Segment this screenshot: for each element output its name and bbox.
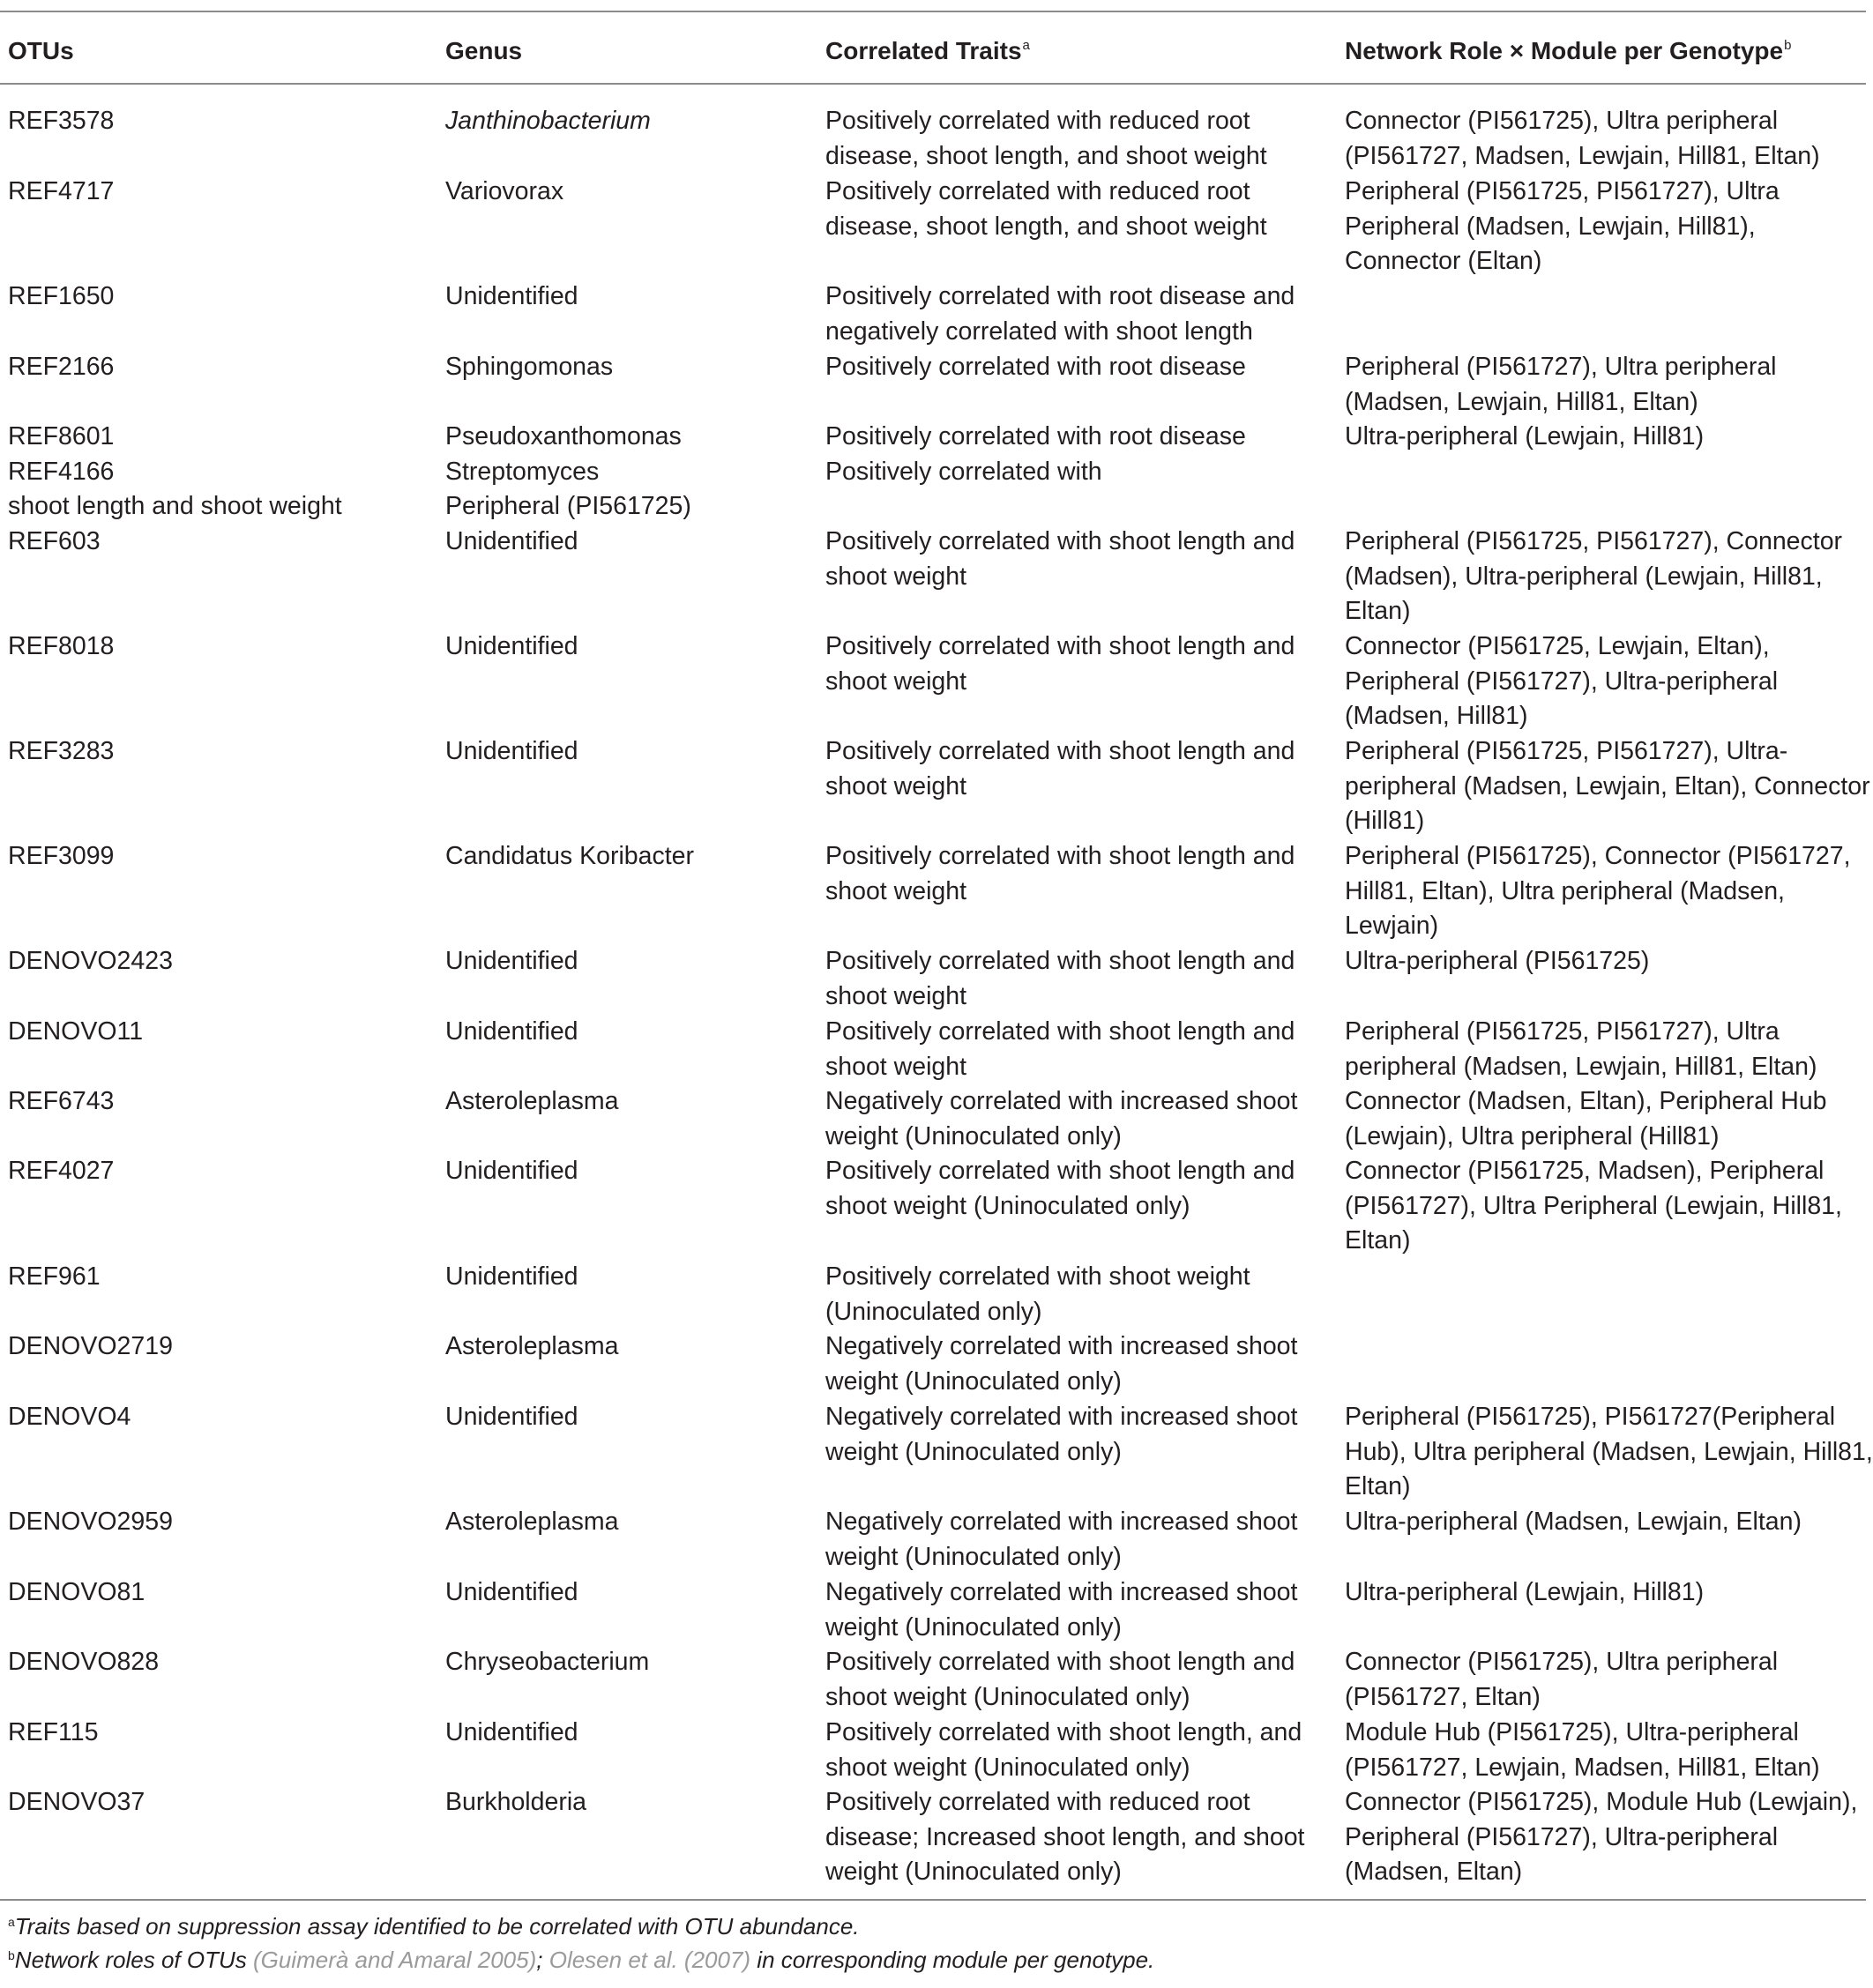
network-role-line: Peripheral (PI561727), Ultra peripheral <box>1345 353 1777 381</box>
otu-cell: REF3578 <box>8 107 115 135</box>
network-role-line: (PI561727), Ultra Peripheral (Lewjain, Hill81, <box>1345 1191 1842 1220</box>
traits-line: Positively correlated with shoot length and <box>825 737 1295 765</box>
network-role-line: (Madsen), Ultra-peripheral (Lewjain, Hill81, <box>1345 562 1823 591</box>
network-role-cell <box>1345 350 1777 420</box>
traits-line: Positively correlated with root disease and <box>825 282 1295 310</box>
otu-cell: DENOVO37 <box>8 1788 146 1816</box>
traits-line: weight (Uninoculated only) <box>825 1612 1122 1642</box>
network-role-line: Eltan) <box>1345 597 1411 625</box>
traits-cell <box>825 1505 1297 1575</box>
genus-cell: Sphingomonas <box>445 353 614 381</box>
citation-link-guimera-amaral[interactable]: (Guimerà and Amaral 2005) <box>252 1947 537 1973</box>
genus-cell: Janthinobacterium <box>445 107 651 135</box>
otu-cell: REF3283 <box>8 737 115 765</box>
network-role-cell <box>1345 1645 1778 1715</box>
genus-cell: Unidentified <box>445 737 578 765</box>
network-role-line: Peripheral (Madsen, Lewjain, Hill81), <box>1345 212 1756 241</box>
network-role-line: Connector (Eltan) <box>1345 247 1542 275</box>
network-role-cell <box>1345 1716 1820 1785</box>
traits-line: Positively correlated with shoot length and <box>825 1017 1295 1046</box>
traits-line: shoot weight <box>825 771 967 800</box>
traits-line: shoot weight <box>825 1052 967 1081</box>
network-role-cell <box>1345 629 1778 734</box>
otu-cell: REF4166 <box>8 458 115 486</box>
network-role-line: Peripheral (PI561727), Ultra-peripheral <box>1345 1822 1779 1851</box>
network-role-line: Peripheral (PI561725, PI561727), Ultra <box>1345 177 1780 205</box>
traits-line: Positively correlated with shoot length and <box>825 947 1295 975</box>
traits-line: weight (Uninoculated only) <box>825 1437 1122 1466</box>
traits-cell <box>825 279 1295 349</box>
network-role-cell <box>1345 525 1842 629</box>
traits-line: Negatively correlated with increased shoot <box>825 1508 1298 1536</box>
genus-cell: Unidentified <box>445 527 578 555</box>
header-network-role: Network Role × Module per Genotype$^b$ <box>1345 37 1792 64</box>
network-role-cell <box>1345 734 1870 839</box>
traits-line: Positively correlated with shoot length and <box>825 1648 1295 1676</box>
traits-cell <box>825 1645 1295 1715</box>
traits-line: Positively correlated with root disease <box>825 353 1246 381</box>
footnote-marker-b: b <box>1784 38 1792 53</box>
network-role-cell <box>1345 839 1851 944</box>
network-role-cell <box>1345 1785 1857 1890</box>
network-role-cell <box>1345 175 1780 279</box>
traits-line: Negatively correlated with increased shoot <box>825 1087 1298 1115</box>
traits-cell <box>825 525 1295 594</box>
footnote-b: $^b$Network roles of OTUs (Guimerà and Amaral 2005); Olesen et al. (2007) in corresponding module per genotype. <box>8 1947 1155 1973</box>
network-role-line: Connector (PI561725), Ultra peripheral <box>1345 1648 1779 1676</box>
traits-cell <box>825 1575 1297 1645</box>
traits-cell <box>825 1154 1295 1224</box>
traits-line: shoot weight <box>825 562 967 591</box>
traits-cell <box>825 455 1102 490</box>
traits-line: weight (Uninoculated only) <box>825 1121 1122 1150</box>
genus-cell: Unidentified <box>445 1017 578 1046</box>
otu-cell: REF4027 <box>8 1157 115 1185</box>
table-top-rule <box>0 11 1866 12</box>
network-role-line: Eltan) <box>1345 1472 1411 1500</box>
network-role-line: Module Hub (PI561725), Ultra-peripheral <box>1345 1718 1799 1746</box>
genus-cell: Unidentified <box>445 1718 578 1746</box>
genus-cell: Pseudoxanthomonas <box>445 422 682 450</box>
otu-cell: REF8601 <box>8 422 115 450</box>
genus-cell: Asteroleplasma <box>445 1087 619 1115</box>
network-role-cell <box>1345 1154 1842 1259</box>
traits-line: Positively correlated with reduced root <box>825 1788 1250 1816</box>
otu-cell: REF8018 <box>8 632 115 660</box>
traits-cell <box>825 1015 1295 1084</box>
traits-line: Positively correlated with shoot length, and <box>825 1718 1302 1746</box>
traits-line: disease; Increased shoot length, and shoot <box>825 1822 1305 1851</box>
traits-cell <box>825 350 1246 385</box>
network-role-line: (Madsen, Eltan) <box>1345 1858 1523 1886</box>
otu-cell: DENOVO4 <box>8 1403 131 1431</box>
otu-cell: DENOVO2423 <box>8 947 173 975</box>
otu-cell: REF2166 <box>8 353 115 381</box>
network-role-line: Connector (PI561725), Module Hub (Lewjain), <box>1345 1788 1858 1816</box>
network-role-line: Eltan) <box>1345 1226 1411 1255</box>
genus-cell: Burkholderia <box>445 1788 587 1816</box>
traits-cell <box>825 629 1295 699</box>
traits-line: Positively correlated with shoot length and <box>825 1157 1295 1185</box>
traits-line: shoot weight <box>825 981 967 1010</box>
network-role-cell <box>1345 1505 1802 1540</box>
traits-line: weight (Uninoculated only) <box>825 1366 1122 1396</box>
network-role-line: Lewjain) <box>1345 912 1439 940</box>
traits-line: disease, shoot length, and shoot weight <box>825 212 1267 241</box>
traits-cell <box>825 1785 1304 1890</box>
otu-cell: REF603 <box>8 527 101 555</box>
traits-line: Positively correlated with <box>825 458 1102 486</box>
network-role-line: Peripheral (PI561727), Ultra-peripheral <box>1345 666 1779 696</box>
network-role-line: (PI561727, Lewjain, Madsen, Hill81, Eltan) <box>1345 1753 1820 1782</box>
citation-link-olesen[interactable]: Olesen et al. (2007) <box>548 1947 751 1973</box>
genus-cell: Unidentified <box>445 632 578 660</box>
genus-cell: Unidentified <box>445 1578 578 1606</box>
otu-cell: REF961 <box>8 1262 101 1291</box>
traits-cell <box>825 104 1267 174</box>
network-role-cell <box>1345 944 1649 979</box>
traits-cell <box>825 944 1295 1014</box>
traits-line: Positively correlated with shoot length and <box>825 842 1295 870</box>
genus-cell: Asteroleplasma <box>445 1332 619 1360</box>
network-role-cell <box>1345 104 1820 174</box>
traits-line: weight (Uninoculated only) <box>825 1542 1122 1571</box>
header-bottom-rule <box>0 83 1866 85</box>
network-role-line: (Madsen, Lewjain, Hill81, Eltan) <box>1345 387 1698 416</box>
traits-line: Negatively correlated with increased shoot <box>825 1403 1298 1431</box>
network-role-line: Ultra-peripheral (Lewjain, Hill81) <box>1345 1578 1705 1606</box>
traits-line: Positively correlated with reduced root <box>825 107 1250 135</box>
otu-cell: REF6743 <box>8 1087 115 1115</box>
otu-cell: DENOVO81 <box>8 1578 146 1606</box>
genus-cell: Unidentified <box>445 1262 578 1291</box>
otu-cell: DENOVO2959 <box>8 1508 173 1536</box>
traits-line: shoot weight (Uninoculated only) <box>825 1753 1190 1782</box>
traits-line: disease, shoot length, and shoot weight <box>825 141 1267 170</box>
genus-cell: Streptomyces <box>445 458 600 486</box>
network-role-line: Ultra-peripheral (Lewjain, Hill81) <box>1345 422 1705 450</box>
otu-cell: shoot length and shoot weight <box>8 492 342 520</box>
traits-line: Positively correlated with shoot weight <box>825 1262 1250 1291</box>
footnote-marker-a: a <box>1022 38 1030 53</box>
network-role-cell <box>1345 1575 1704 1611</box>
traits-line: Positively correlated with reduced root <box>825 177 1250 205</box>
traits-line: Positively correlated with shoot length and <box>825 632 1295 660</box>
traits-line: weight (Uninoculated only) <box>825 1858 1122 1886</box>
network-role-line: Connector (PI561725, Madsen), Peripheral <box>1345 1157 1824 1185</box>
genus-cell: Unidentified <box>445 1403 578 1431</box>
genus-cell: Asteroleplasma <box>445 1508 619 1536</box>
network-role-line: Peripheral (PI561725, PI561727), Ultra <box>1345 1017 1780 1046</box>
header-correlated-traits: Correlated Traits$^a$ <box>825 37 1030 64</box>
network-role-line: Peripheral (PI561725, PI561727), Ultra- <box>1345 737 1788 765</box>
header-genus: Genus <box>445 37 523 64</box>
otu-cell: REF115 <box>8 1718 99 1746</box>
header-otus: OTUs <box>8 37 74 64</box>
traits-line: Negatively correlated with increased shoot <box>825 1578 1298 1606</box>
network-role-line: Hub), Ultra peripheral (Madsen, Lewjain, Hill81, <box>1345 1437 1873 1466</box>
traits-cell <box>825 1716 1302 1785</box>
otu-cell: REF3099 <box>8 842 115 870</box>
otu-cell: REF4717 <box>8 177 115 205</box>
traits-line: negatively correlated with shoot length <box>825 316 1253 346</box>
footnote-a: $^a$Traits based on suppression assay identified to be correlated with OTU abundance. <box>8 1913 860 1940</box>
traits-cell <box>825 1084 1297 1154</box>
table-bottom-rule <box>0 1899 1866 1901</box>
genus-cell: Variovorax <box>445 177 564 205</box>
network-role-line: Peripheral (PI561725, PI561727), Connector <box>1345 527 1843 555</box>
network-role-cell <box>1345 1084 1827 1154</box>
network-role-line: Ultra-peripheral (Madsen, Lewjain, Eltan) <box>1345 1508 1802 1536</box>
genus-cell: Unidentified <box>445 1157 578 1185</box>
traits-cell <box>825 1260 1250 1329</box>
traits-cell <box>825 1329 1297 1399</box>
traits-line: Negatively correlated with increased shoot <box>825 1332 1298 1360</box>
network-role-line: Hill81, Eltan), Ultra peripheral (Madsen, <box>1345 876 1785 905</box>
traits-cell <box>825 1400 1297 1470</box>
genus-cell: Unidentified <box>445 947 578 975</box>
genus-cell: Candidatus Koribacter <box>445 842 694 870</box>
network-role-line: (Hill81) <box>1345 807 1425 835</box>
otu-cell: DENOVO828 <box>8 1648 160 1676</box>
otu-cell: REF1650 <box>8 282 115 310</box>
network-role-line: (Madsen, Hill81) <box>1345 702 1528 730</box>
genus-cell: Peripheral (PI561725) <box>445 492 691 520</box>
network-role-line: (Lewjain), Ultra peripheral (Hill81) <box>1345 1121 1720 1150</box>
network-role-cell <box>1345 1015 1817 1084</box>
traits-cell <box>825 839 1295 909</box>
otu-cell: DENOVO11 <box>8 1017 144 1046</box>
otu-cell: DENOVO2719 <box>8 1332 173 1360</box>
network-role-line: Ultra-peripheral (PI561725) <box>1345 947 1650 975</box>
traits-line: (Uninoculated only) <box>825 1297 1042 1326</box>
network-role-line: Connector (Madsen, Eltan), Peripheral Hub <box>1345 1087 1827 1115</box>
genus-cell: Chryseobacterium <box>445 1648 650 1676</box>
traits-line: Positively correlated with shoot length and <box>825 527 1295 555</box>
network-role-line: peripheral (Madsen, Lewjain, Hill81, Eltan) <box>1345 1052 1817 1081</box>
network-role-line: Peripheral (PI561725), PI561727(Peripheral <box>1345 1403 1836 1431</box>
network-role-line: (PI561727, Eltan) <box>1345 1682 1541 1711</box>
network-role-cell <box>1345 420 1704 455</box>
traits-cell <box>825 420 1246 455</box>
traits-line: shoot weight <box>825 876 967 905</box>
network-role-cell <box>1345 1400 1873 1505</box>
network-role-line: Connector (PI561725, Lewjain, Eltan), <box>1345 632 1770 660</box>
traits-line: Positively correlated with root disease <box>825 422 1246 450</box>
genus-cell: Unidentified <box>445 282 578 310</box>
network-role-line: peripheral (Madsen, Lewjain, Eltan), Connector <box>1345 771 1870 800</box>
traits-line: shoot weight <box>825 666 967 696</box>
traits-line: shoot weight (Uninoculated only) <box>825 1191 1190 1220</box>
network-role-line: Peripheral (PI561725), Connector (PI561727, <box>1345 842 1851 870</box>
traits-line: shoot weight (Uninoculated only) <box>825 1682 1190 1711</box>
traits-cell <box>825 175 1267 244</box>
network-role-line: (PI561727, Madsen, Lewjain, Hill81, Eltan) <box>1345 141 1820 170</box>
network-role-line: Connector (PI561725), Ultra peripheral <box>1345 107 1779 135</box>
traits-cell <box>825 734 1295 804</box>
